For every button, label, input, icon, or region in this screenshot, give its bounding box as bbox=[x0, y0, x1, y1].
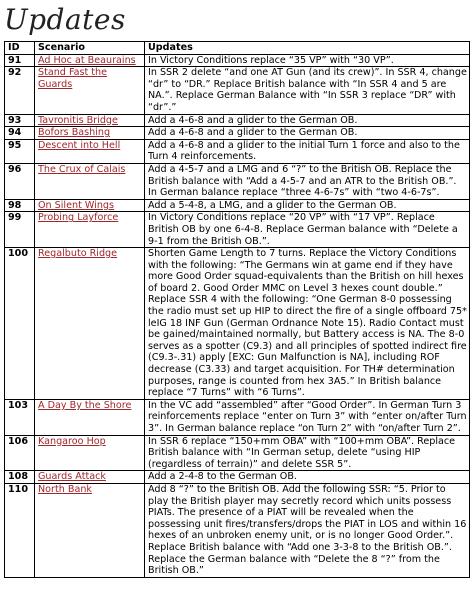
row-updates: Shorten Game Length to 7 turns. Replace the Victory Conditions with the following: “The Germans win at game end if they have more Good Order squad-equivalents than the British on hill hexes of board 2. Good Order MMC on Level 3 hexes count double.” Replace SSR 4 with the following: “One German 8-0 possessing the radio must set up HIP to direct the fire of a single offboard 75* leIG 18 INF Gun (German Ordnance Note 15). Radio Contact must be gained/maintained normally, but Battery access is NA. The 8-0 serves as a spotter (C9.3) and all principles of spotted indirect fire (C9.3-.31) apply [EXC: Gun Malfunction is NA], including ROF decrease (C3.33) and target acquisition. For TH# determination purposes, range is counted from hex 3A5.” In British balance replace “7 Turns” with “6 Turns”. bbox=[145, 248, 470, 400]
scenario-link[interactable]: Descent into Hell bbox=[35, 139, 145, 163]
scenario-link[interactable]: Ad Hoc at Beaurains bbox=[35, 54, 145, 67]
table-row bbox=[5, 248, 470, 400]
table-row bbox=[5, 54, 470, 67]
row-updates: Add a 5-4-8, a LMG, and a glider to the German OB. bbox=[145, 199, 470, 212]
scenario-link[interactable]: Bofors Bashing bbox=[35, 127, 145, 140]
table-row bbox=[5, 139, 470, 163]
page-title: Updates bbox=[4, 3, 126, 36]
row-updates: Add a 4-6-8 and a glider to the initial Turn 1 force and also to the Turn 4 reinforcements. bbox=[145, 139, 470, 163]
row-id: 94 bbox=[5, 127, 35, 140]
table-header-row bbox=[5, 42, 470, 55]
row-updates: In SSR 2 delete “and one AT Gun (and its crew)”. In SSR 4, change “dr” to “DR.” Replace British balance with “In SSR 4 and 5 are NA.”. Replace German Balance with “In SSR 3 replace “DR” with “dr”.” bbox=[145, 67, 470, 114]
row-updates: In SSR 6 replace “150+mm OBA” with “100+mm OBA”. Replace British balance with “In German setup, delete “using HIP (regardless of terrain)” and delete SSR 5”. bbox=[145, 435, 470, 471]
table-row bbox=[5, 399, 470, 435]
column-header-updates: Updates bbox=[145, 42, 470, 55]
row-id: 98 bbox=[5, 199, 35, 212]
row-id: 99 bbox=[5, 212, 35, 248]
row-id: 96 bbox=[5, 163, 35, 199]
row-id: 110 bbox=[5, 483, 35, 577]
table-row bbox=[5, 114, 470, 127]
table-row bbox=[5, 199, 470, 212]
row-id: 103 bbox=[5, 399, 35, 435]
row-updates: In the VC add “assembled” after “Good Order”. In German Turn 3 reinforcements replace “enter on Turn 3” with “enter on/after Turn 3”. In German balance replace “on Turn 2” with “on/after Turn 2”. bbox=[145, 399, 470, 435]
row-updates: Add a 4-6-8 and a glider to the German OB. bbox=[145, 114, 470, 127]
scenario-link[interactable]: On Silent Wings bbox=[35, 199, 145, 212]
scenario-link[interactable]: The Crux of Calais bbox=[35, 163, 145, 199]
table-row bbox=[5, 67, 470, 114]
row-updates: In Victory Conditions replace “20 VP” with “17 VP”. Replace British OB by one 6-4-8. Replace German balance with “Delete a 9-1 from the British OB.”. bbox=[145, 212, 470, 248]
scenario-link[interactable]: Kangaroo Hop bbox=[35, 435, 145, 471]
column-header-scenario: Scenario bbox=[35, 42, 145, 55]
row-updates: Add a 2-4-8 to the German OB. bbox=[145, 471, 470, 484]
updates-table bbox=[4, 41, 470, 578]
row-id: 106 bbox=[5, 435, 35, 471]
table-row bbox=[5, 212, 470, 248]
row-id: 92 bbox=[5, 67, 35, 114]
row-updates: Add 8 “?” to the British OB. Add the following SSR: “5. Prior to play the British player may secretly record which units possess PIATs. The presence of a PIAT will be revealed when the possessing unit fires/transfers/drops the PIAT in LOS and within 16 hexes of an unbroken enemy unit, or is no longer Good Order.”. Replace British balance with “Add one 3-3-8 to the British OB.”. Replace the German balance with “Delete the 8 “?” from the British OB.” bbox=[145, 483, 470, 577]
column-header-id: ID bbox=[5, 42, 35, 55]
row-updates: In Victory Conditions replace “35 VP” with “30 VP”. bbox=[145, 54, 470, 67]
row-id: 93 bbox=[5, 114, 35, 127]
scenario-link[interactable]: A Day By the Shore bbox=[35, 399, 145, 435]
row-id: 108 bbox=[5, 471, 35, 484]
table-row bbox=[5, 163, 470, 199]
scenario-link[interactable]: Tavronitis Bridge bbox=[35, 114, 145, 127]
row-updates: Add a 4-6-8 and a glider to the German OB. bbox=[145, 127, 470, 140]
row-id: 91 bbox=[5, 54, 35, 67]
table-row bbox=[5, 471, 470, 484]
scenario-link[interactable]: Stand Fast the Guards bbox=[35, 67, 145, 114]
scenario-link[interactable]: Probing Layforce bbox=[35, 212, 145, 248]
scenario-link[interactable]: Regalbuto Ridge bbox=[35, 248, 145, 400]
table-row bbox=[5, 435, 470, 471]
scenario-link[interactable]: Guards Attack bbox=[35, 471, 145, 484]
scenario-link[interactable]: North Bank bbox=[35, 483, 145, 577]
row-id: 95 bbox=[5, 139, 35, 163]
table-row bbox=[5, 483, 470, 577]
table-row bbox=[5, 127, 470, 140]
row-updates: Add a 4-5-7 and a LMG and 6 “?” to the British OB. Replace the British balance with “Add a 4-5-7 and an ATR to the British OB.”. In German balance replace “three 4-6-7s” with “two 4-6-7s”. bbox=[145, 163, 470, 199]
row-id: 100 bbox=[5, 248, 35, 400]
